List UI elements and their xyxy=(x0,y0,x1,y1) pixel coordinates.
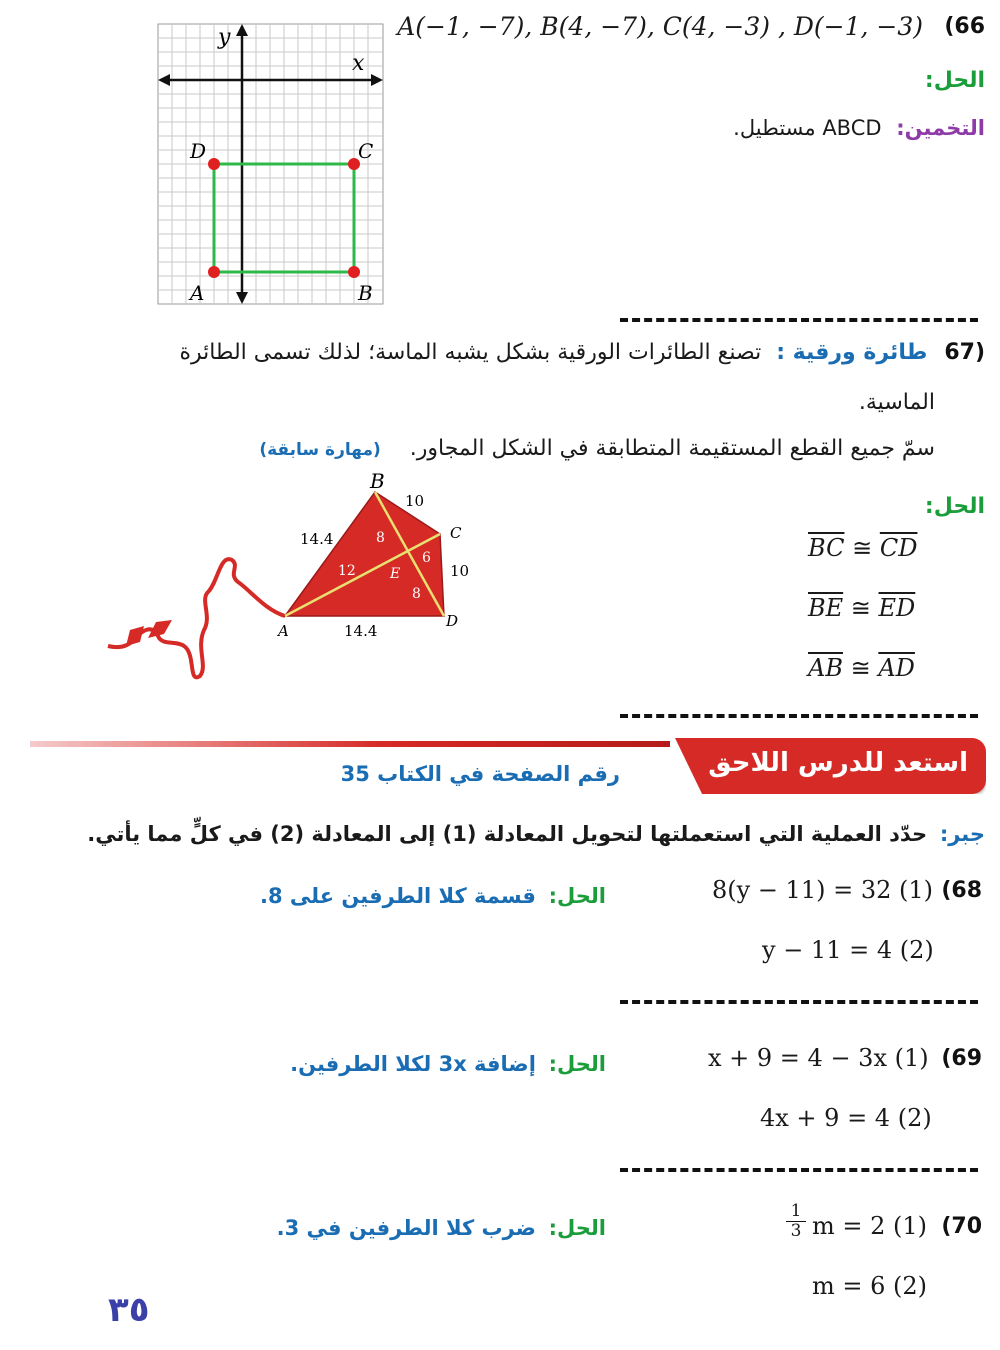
answer-1-right: $\overline{CD}$ xyxy=(879,534,918,562)
kite-len-ab: 14.4 xyxy=(300,530,334,548)
problem-67-text1: تصنع الطائرات الورقية بشكل يشبه الماسة؛ لذلك تسمى الطائرة xyxy=(179,340,762,365)
kite-figure xyxy=(100,470,490,690)
problem-66-points: A(−1, −7), B(4, −7), C(4, −3) , D(−1, −3) xyxy=(397,12,923,41)
divider xyxy=(620,1000,978,1004)
fraction-denominator: 3 xyxy=(790,1221,802,1241)
answer-1 xyxy=(808,534,917,562)
fraction-numerator: 1 xyxy=(786,1202,806,1222)
answer-1-sym: ≅ xyxy=(844,534,880,562)
problem-68-eq1: 8(y − 11) = 32 (1) xyxy=(712,876,933,904)
point-a xyxy=(208,266,220,278)
problem-70-eq2: m = 6 (2) xyxy=(812,1272,928,1300)
problem-70-number: (70 xyxy=(941,1214,982,1239)
problem-68-eq2: y − 11 = 4 (2) xyxy=(762,936,934,964)
kite-label-c: C xyxy=(450,524,462,542)
problem-69-eq2: 4x + 9 = 4 (2) xyxy=(760,1104,932,1132)
kite-label-a: A xyxy=(278,622,289,640)
problem-69-eq1: x + 9 = 4 − 3x (1) xyxy=(708,1044,929,1072)
kite-label-b: B xyxy=(370,470,385,493)
answer-2-right: $\overline{ED}$ xyxy=(878,594,916,622)
page-number: ٣٥ xyxy=(108,1290,150,1330)
algebra-instruction xyxy=(87,822,985,846)
banner-title: استعد للدرس اللاحق xyxy=(708,748,968,778)
coordinate-grid xyxy=(150,20,390,310)
problem-67-line1 xyxy=(145,340,985,365)
problem-67-number: (67 xyxy=(944,340,985,365)
kite-len-ce: 6 xyxy=(422,550,431,566)
problem-70-solution-text: ضرب كلا الطرفين في 3. xyxy=(276,1216,536,1240)
problem-67-solution-label: الحل: xyxy=(924,494,985,519)
answer-2-left: $\overline{BE}$ xyxy=(808,594,844,622)
answer-2-sym: ≅ xyxy=(843,594,879,622)
problem-70-solution-label: الحل: xyxy=(548,1216,606,1240)
kite-len-ad: 14.4 xyxy=(344,622,378,640)
problem-69-number: (69 xyxy=(941,1046,982,1071)
guess-label: التخمين: xyxy=(896,116,985,140)
problem-66-header xyxy=(397,10,985,46)
problem-69-solution-text: إضافة 3x لكلا الطرفين. xyxy=(290,1052,536,1076)
kite-len-cd: 10 xyxy=(450,562,470,580)
problem-70-fraction xyxy=(786,1202,806,1241)
divider xyxy=(620,1168,978,1172)
x-axis-label: x xyxy=(352,51,365,76)
problem-69-solution xyxy=(290,1052,606,1076)
answer-3 xyxy=(808,654,915,682)
kite-tail xyxy=(108,559,285,677)
kite-label-e: E xyxy=(390,566,401,582)
problem-70-eq1: m = 2 (1) xyxy=(812,1212,928,1240)
problem-68-solution-label: الحل: xyxy=(548,884,606,908)
problem-66-number: (66 xyxy=(944,14,985,39)
problem-68-solution-text: قسمة كلا الطرفين على 8. xyxy=(260,884,536,908)
problem-67-text3: سمّ جميع القطع المستقيمة المتطابقة في الشكل المجاور. xyxy=(409,436,935,461)
skill-badge: (مهارة سابقة) xyxy=(259,440,381,460)
kite-len-ae: 12 xyxy=(338,563,356,579)
problem-68-solution xyxy=(260,884,606,908)
guess-text: ABCD مستطيل. xyxy=(733,116,882,140)
answer-3-right: $\overline{AD}$ xyxy=(878,654,915,682)
problem-70-solution xyxy=(277,1216,606,1240)
kite-len-bc: 10 xyxy=(405,492,425,510)
problem-68-number: (68 xyxy=(941,878,982,903)
answer-3-left: $\overline{AB}$ xyxy=(808,654,843,682)
answer-2 xyxy=(808,594,915,622)
kite-len-ed: 8 xyxy=(412,586,421,602)
problem-67-line3 xyxy=(259,436,935,461)
answer-3-sym: ≅ xyxy=(842,654,879,682)
label-a: A xyxy=(190,281,205,305)
problem-69-solution-label: الحل: xyxy=(548,1052,606,1076)
algebra-label: جبر: xyxy=(939,822,985,846)
answer-1-left: $\overline{BC}$ xyxy=(808,534,845,562)
problem-66-guess xyxy=(733,116,985,140)
point-d xyxy=(208,158,220,170)
divider xyxy=(620,714,978,718)
label-b: B xyxy=(358,281,373,305)
problem-67-title: طائرة ورقية : xyxy=(776,340,928,365)
banner-line xyxy=(30,741,670,747)
algebra-text: حدّد العملية التي استعملتها لتحويل المعادلة (1) إلى المعادلة (2) في كلٍّ مما يأتي. xyxy=(87,822,928,846)
kite-label-d: D xyxy=(446,612,459,630)
y-axis-label: y xyxy=(218,25,231,50)
label-c: C xyxy=(358,139,374,163)
page-reference: رقم الصفحة في الكتاب 35 xyxy=(340,762,620,786)
problem-67-text2: الماسية. xyxy=(858,390,935,415)
problem-66-solution-label: الحل: xyxy=(924,68,985,93)
label-d: D xyxy=(190,139,207,163)
divider xyxy=(620,318,978,322)
kite-len-be: 8 xyxy=(376,530,385,546)
point-b xyxy=(348,266,360,278)
